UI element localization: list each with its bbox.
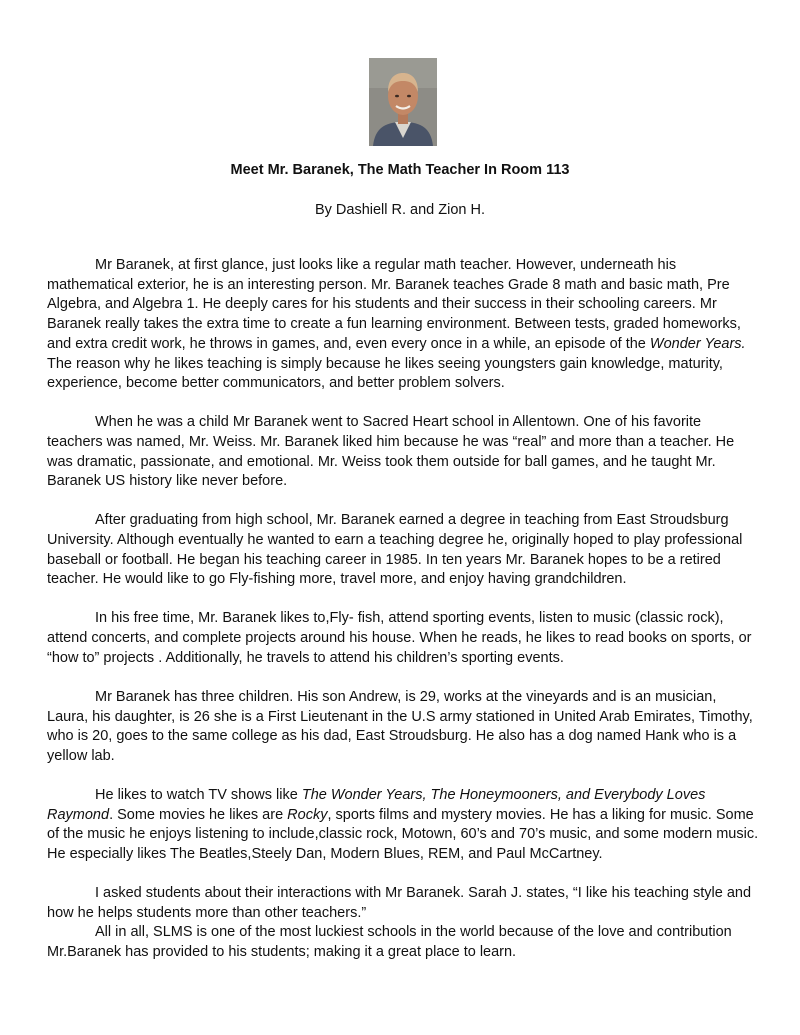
paragraph-text: , sports films and mystery movies. He has a liking for music. Some of the music he enjoys listening to include,classic rock, Motown, 60’s and 70’s music, and some modern music. He especially likes The Beatles,Steely Dan, Modern Blues, REM, and Paul McCartney.	[47, 806, 759, 863]
paragraph-conclusion: All in all, SLMS is one of the most luckiest schools in the world because of the love and contribution Mr.Baranek has provided to his students; making it a great place to learn.	[47, 924, 732, 961]
paragraph-text: Mr Baranek, at first glance, just looks like a regular math teacher. However, underneath his mathematical exterior, he is an interesting person. Mr. Baranek teaches Grade 8 math and basic math, Pre Algebra, and Algebra 1. He deeply cares for his students and their success in their schooling careers. Mr Baranek really takes the extra time to create a fun learning environment. Between tests, graded homeworks, and extra credit work, he throws in games, and, even every once in a while, an episode of the	[47, 257, 741, 352]
portrait-photo-of-mr-baranek	[369, 58, 437, 146]
paragraph-intro	[47, 256, 759, 394]
article-title: Meet Mr. Baranek, The Math Teacher In Room 113	[230, 162, 570, 178]
paragraph-text: The reason why he likes teaching is simply because he likes seeing youngsters gain knowledge, maturity, experience, become better communicators, and better problem solvers.	[47, 355, 723, 392]
paragraph-education: After graduating from high school, Mr. Baranek earned a degree in teaching from East Stroudsburg University. Although eventually he wanted to earn a teaching degree he, originally hoped to play professional baseball or football. He began his teaching career in 1985. In ten years Mr. Baranek hopes to be a retired teacher. He would like to go Fly-fishing more, travel more, and enjoy having grandchildren.	[47, 512, 743, 588]
show-title: Wonder Years.	[649, 335, 746, 352]
paragraph-text: . Some movies he likes are	[109, 806, 288, 823]
paragraph-free-time: In his free time, Mr. Baranek likes to,Fly- fish, attend sporting events, listen to music (classic rock), attend concerts, and complete projects around his house. When he reads, he likes to read books on sports, or “how to” projects . Additionally, he travels to attend his children’s sporting events.	[47, 610, 752, 666]
byline: By Dashiell R. and Zion H.	[314, 202, 486, 218]
paragraph-childhood: When he was a child Mr Baranek went to Sacred Heart school in Allentown. One of his favorite teachers was named, Mr. Weiss. Mr. Baranek liked him because he was “real” and more than a teacher. He was dramatic, passionate, and emotional. Mr. Weiss took them outside for ball games, and he taught Mr. Baranek US history like never before.	[47, 414, 735, 490]
paragraph-text: He likes to watch TV shows like	[95, 786, 302, 803]
article-body	[47, 256, 759, 963]
paragraph-family: Mr Baranek has three children. His son Andrew, is 29, works at the vineyards and is an musician, Laura, his daughter, is 26 she is a First Lieutenant in the U.S army stationed in United Arab Emirates, Timothy, who is 20, goes to the same college as his dad, East Stroudsburg. He also has a dog named Hank who is a yellow lab.	[47, 688, 753, 764]
portrait-photo	[369, 58, 437, 146]
paragraph-tv-and-music	[47, 786, 759, 865]
show-titles: The Wonder Years, The Honeymooners, and Everybody Loves Raymond	[47, 786, 706, 823]
movie-title: Rocky	[287, 806, 328, 823]
paragraph-student-quote: I asked students about their interactions with Mr Baranek. Sarah J. states, “I like his teaching style and how he helps students more than other teachers.”	[47, 885, 752, 921]
